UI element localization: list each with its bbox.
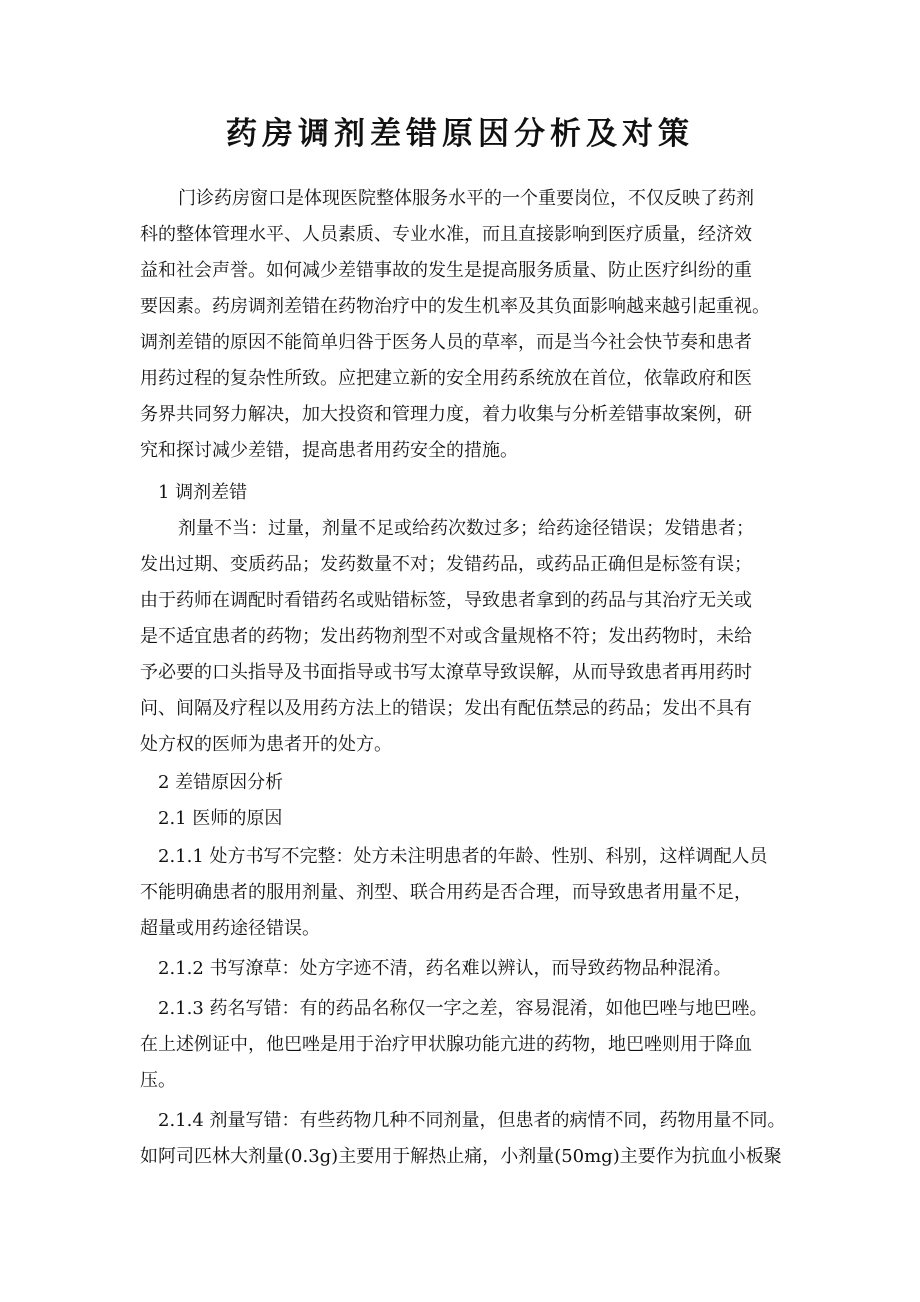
- body-line: 益和社会声誉。如何减少差错事故的发生是提高服务质量、防止医疗纠纷的重: [140, 260, 752, 281]
- body-line: 由于药师在调配时看错药名或贴错标签，导致患者拿到的药品与其治疗无关或: [140, 590, 752, 611]
- body-line: 科的整体管理水平、人员素质、专业水准，而且直接影响到医疗质量，经济效: [140, 224, 752, 245]
- body-line: 予必要的口头指导及书面指导或书写太潦草导致误解，从而导致患者再用药时: [140, 662, 752, 683]
- body-line: 2.1.4 剂量写错：有些药物几种不同剂量，但患者的病情不同，药物用量不同。: [158, 1110, 786, 1131]
- body-line: 要因素。药房调剂差错在药物治疗中的发生机率及其负面影响越来越引起重视。: [140, 296, 770, 317]
- body-line: 用药过程的复杂性所致。应把建立新的安全用药系统放在首位，依靠政府和医: [140, 368, 752, 389]
- body-line: 不能明确患者的服用剂量、剂型、联合用药是否合理，而导致患者用量不足，: [140, 882, 752, 903]
- body-line: 2.1.3 药名写错：有的药品名称仅一字之差，容易混淆，如他巴唑与地巴唑。: [158, 998, 768, 1019]
- body-line: 发出过期、变质药品；发药数量不对；发错药品，或药品正确但是标签有误；: [140, 554, 752, 575]
- body-line: 超量或用药途径错误。: [140, 918, 320, 939]
- document-title: 药房调剂差错原因分析及对策: [226, 116, 694, 152]
- section-heading: 2 差错原因分析: [158, 772, 284, 793]
- body-line: 如阿司匹林大剂量(0.3g)主要用于解热止痛，小剂量(50mg)主要作为抗血小板聚: [140, 1146, 782, 1167]
- subsection-heading: 2.1 医师的原因: [158, 808, 283, 829]
- body-line: 2.1.1 处方书写不完整：处方未注明患者的年龄、性别、科别，这样调配人员: [158, 846, 768, 867]
- body-line: 务界共同努力解决，加大投资和管理力度，着力收集与分析差错事故案例，研: [140, 404, 752, 425]
- body-line: 在上述例证中，他巴唑是用于治疗甲状腺功能亢进的药物，地巴唑则用于降血: [140, 1034, 752, 1055]
- section-heading: 1 调剂差错: [158, 482, 248, 503]
- body-line: 是不适宜患者的药物；发出药物剂型不对或含量规格不符；发出药物时，未给: [140, 626, 752, 647]
- body-line: 门诊药房窗口是体现医院整体服务水平的一个重要岗位，不仅反映了药剂: [178, 188, 754, 209]
- body-line: 处方权的医师为患者开的处方。: [140, 734, 392, 755]
- body-line: 调剂差错的原因不能简单归咎于医务人员的草率，而是当今社会快节奏和患者: [140, 332, 752, 353]
- body-line: 问、间隔及疗程以及用药方法上的错误；发出有配伍禁忌的药品；发出不具有: [140, 698, 752, 719]
- body-line: 究和探讨减少差错，提高患者用药安全的措施。: [140, 440, 518, 461]
- body-line: 压。: [140, 1070, 176, 1091]
- body-line: 2.1.2 书写潦草：处方字迹不清，药名难以辨认，而导致药物品种混淆。: [158, 958, 732, 979]
- body-line: 剂量不当：过量，剂量不足或给药次数过多；给药途径错误；发错患者；: [178, 518, 754, 539]
